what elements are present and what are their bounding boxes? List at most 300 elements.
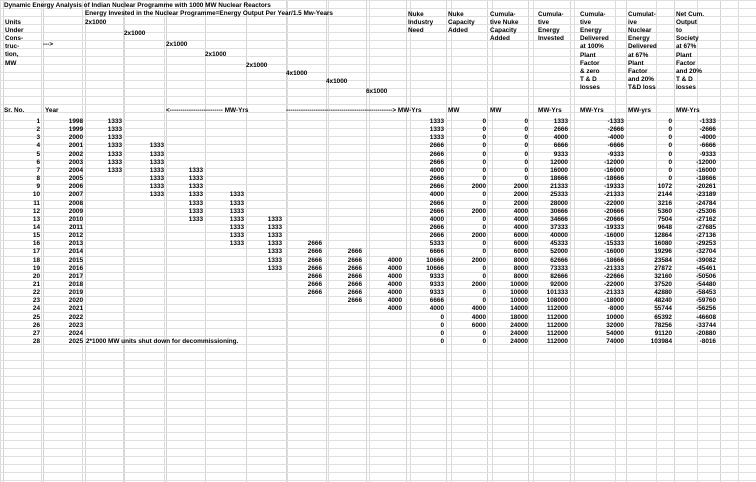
nuke-capacity-added-cell: 0 <box>482 166 486 174</box>
sr-no-cell: 23 <box>32 297 40 305</box>
cumulative-energy-delivered-100-header: Cumula- <box>580 11 606 18</box>
units-under-construction-label: Cons- <box>5 35 24 43</box>
construction-energy-cell: 1333 <box>229 232 244 240</box>
row-gridline <box>0 416 756 417</box>
cumulative-energy-invested-cell: 62666 <box>550 256 568 264</box>
construction-batch-label: 2x1000 <box>246 62 268 69</box>
net-output-cell: -4000 <box>699 134 716 142</box>
construction-energy-cell: 2666 <box>307 248 322 256</box>
cumulative-capacity-cell: 10000 <box>510 289 528 297</box>
sr-no-cell: 22 <box>32 289 40 297</box>
construction-energy-cell: 1333 <box>267 248 282 256</box>
nuke-industry-need-cell: 4000 <box>429 166 444 174</box>
construction-energy-cell: 1333 <box>229 207 244 215</box>
construction-energy-cell: 1333 <box>229 191 244 199</box>
nuke-capacity-added-cell: 0 <box>482 338 486 346</box>
delivered-67-cell: 19296 <box>654 248 672 256</box>
row-gridline <box>0 0 756 1</box>
construction-energy-cell: 1333 <box>267 232 282 240</box>
delivered-67-cell: 23584 <box>654 256 672 264</box>
delivered-100-cell: 32000 <box>606 321 624 329</box>
delivered-100-cell: -21333 <box>604 264 624 272</box>
delivered-67-cell: 0 <box>668 134 672 142</box>
nuke-industry-need-cell: 2666 <box>429 150 444 158</box>
sr-no-cell: 6 <box>36 158 40 166</box>
nuke-industry-need-cell: 10666 <box>426 264 444 272</box>
construction-energy-cell: 2666 <box>347 272 362 280</box>
nuke-capacity-added-cell: 4000 <box>471 313 486 321</box>
construction-energy-cell: 1333 <box>149 150 164 158</box>
construction-energy-cell: 1333 <box>229 223 244 231</box>
cumulative-capacity-cell: 0 <box>524 118 528 125</box>
row-gridline <box>0 96 756 97</box>
construction-energy-cell: 2666 <box>307 289 322 297</box>
row-gridline <box>0 440 756 441</box>
construction-energy-cell: 2666 <box>347 256 362 264</box>
nuke-capacity-added-cell: 0 <box>482 150 486 158</box>
cumulative-capacity-cell: 4000 <box>513 207 528 215</box>
net-output-cell: -6666 <box>699 142 716 150</box>
cumulative-energy-invested-cell: 34666 <box>550 215 568 223</box>
year-cell: 2015 <box>68 256 83 264</box>
construction-energy-cell: 1333 <box>149 166 164 174</box>
construction-energy-cell: 1333 <box>149 183 164 191</box>
nuke-capacity-added-header: Capacity <box>448 19 475 27</box>
delivered-100-cell: 10000 <box>606 313 624 321</box>
construction-energy-cell: 1333 <box>107 166 122 174</box>
year-cell: 2017 <box>68 272 83 280</box>
year-cell: 2000 <box>68 134 83 142</box>
cumulative-capacity-cell: 0 <box>524 166 528 174</box>
net-cumulative-output-header: Output <box>676 19 697 27</box>
nuke-capacity-added-cell: 0 <box>482 158 486 166</box>
cumulative-capacity-cell: 0 <box>524 150 528 158</box>
delivered-100-cell: -18666 <box>604 175 624 183</box>
year-cell: 2021 <box>68 305 83 313</box>
delivered-100-cell: -15333 <box>604 240 624 248</box>
delivered-67-cell: 48240 <box>654 297 672 305</box>
net-cumulative-output-header: Factor <box>676 59 696 67</box>
row-gridline <box>0 360 756 361</box>
year-cell: 2011 <box>69 223 83 231</box>
cumulative-energy-invested-cell: 112000 <box>547 321 568 329</box>
delivered-67-cell: 1072 <box>657 183 672 191</box>
delivered-100-cell: -8000 <box>607 305 624 313</box>
nuke-capacity-added-cell: 0 <box>482 191 486 199</box>
nuke-capacity-added-cell: 0 <box>482 223 486 231</box>
construction-energy-cell: 4000 <box>387 281 402 288</box>
nuke-capacity-added-cell: 0 <box>482 215 486 223</box>
cumulative-capacity-cell: 4000 <box>513 223 528 231</box>
construction-energy-cell: 1333 <box>267 240 282 248</box>
year-cell: 2022 <box>68 313 83 321</box>
cumulative-capacity-cell: 2000 <box>513 191 528 199</box>
delivered-100-cell: -19333 <box>604 223 624 231</box>
sr-no-cell: 2 <box>36 126 40 134</box>
cumulative-energy-delivered-67-header: Factor <box>628 67 648 75</box>
cumulative-energy-delivered-100-header: at 100% <box>580 43 604 51</box>
nuke-industry-need-header: Industry <box>408 19 434 27</box>
construction-energy-cell: 1333 <box>149 175 164 183</box>
row-gridline <box>0 472 756 473</box>
construction-energy-cell: 2666 <box>307 240 322 248</box>
cumulative-nuke-capacity-header: Capacity <box>490 27 517 35</box>
row-gridline <box>0 448 756 449</box>
year-cell: 2023 <box>68 321 83 329</box>
nuke-capacity-added-cell: 0 <box>482 248 486 256</box>
cumulative-energy-invested-cell: 28000 <box>550 199 568 207</box>
nuke-capacity-added-cell: 0 <box>482 297 486 305</box>
sr-no-cell: 27 <box>32 329 40 337</box>
year-cell: 2020 <box>68 297 83 305</box>
nuke-capacity-added-cell: 2000 <box>471 232 486 240</box>
row-gridline <box>0 384 756 385</box>
delivered-100-cell: -1333 <box>607 118 624 125</box>
row-gridline <box>0 352 756 353</box>
construction-batch-label: 4x1000 <box>286 70 308 77</box>
nuke-capacity-added-cell: 0 <box>482 289 486 297</box>
net-output-cell: -59760 <box>696 297 716 305</box>
cumulative-energy-delivered-100-header: Delivered <box>580 35 609 43</box>
construction-energy-cell: 1333 <box>188 207 203 215</box>
delivered-67-cell: 0 <box>668 158 672 166</box>
net-output-cell: -50506 <box>696 272 716 280</box>
construction-energy-cell: 4000 <box>387 289 402 297</box>
delivered-100-cell: -18666 <box>604 256 624 264</box>
row-gridline <box>0 392 756 393</box>
nuke-capacity-added-cell: 0 <box>482 199 486 207</box>
net-output-cell: -39082 <box>696 256 716 264</box>
cumulative-energy-invested-cell: 73333 <box>550 264 568 272</box>
nuke-capacity-added-cell: 0 <box>482 240 486 248</box>
nuke-capacity-added-cell: 0 <box>482 134 486 142</box>
year-cell: 2014 <box>68 248 83 256</box>
sr-no-cell: 25 <box>32 313 40 321</box>
year-cell: 2013 <box>68 240 83 248</box>
net-output-cell: -29253 <box>696 240 716 248</box>
construction-energy-cell: 1333 <box>149 158 164 166</box>
net-output-cell: -27162 <box>696 215 716 223</box>
nuke-industry-need-cell: 10666 <box>426 256 444 264</box>
delivered-100-cell: -9333 <box>607 150 624 158</box>
nuke-industry-need-cell: 4000 <box>429 305 444 313</box>
nuke-industry-need-cell: 2666 <box>429 175 444 183</box>
nuke-industry-need-cell: 9333 <box>429 281 444 288</box>
delivered-67-cell: 3216 <box>657 199 672 207</box>
cumulative-capacity-cell: 14000 <box>510 305 528 313</box>
delivered-100-cell: 54000 <box>606 329 624 337</box>
construction-energy-cell: 4000 <box>387 256 402 264</box>
net-output-cell: -8016 <box>699 338 716 346</box>
nuke-industry-need-cell: 2666 <box>429 207 444 215</box>
mw-yrs-unit-label: MW-Yrs <box>538 107 562 114</box>
row-gridline <box>0 432 756 433</box>
units-under-construction-label: Under <box>5 27 24 35</box>
construction-energy-cell: 1333 <box>188 175 203 183</box>
construction-batch-label: 4x1000 <box>326 78 348 85</box>
nuke-capacity-added-cell: 2000 <box>471 183 486 191</box>
cumulative-energy-invested-cell: 16000 <box>550 166 568 174</box>
sr-no-cell: 10 <box>32 191 40 199</box>
net-cumulative-output-header: to <box>676 27 683 35</box>
sr-no-cell: 17 <box>32 248 40 256</box>
construction-energy-cell: 1333 <box>107 134 122 142</box>
cumulative-energy-delivered-100-header: losses <box>580 83 600 91</box>
delivered-100-cell: -16000 <box>604 248 624 256</box>
construction-batch-label: 2x1000 <box>124 30 146 37</box>
construction-energy-cell: 1333 <box>229 215 244 223</box>
delivered-67-cell: 42880 <box>654 289 672 297</box>
row-gridline <box>0 24 756 25</box>
year-cell: 1998 <box>68 118 83 125</box>
nuke-capacity-added-cell: 2000 <box>471 281 486 288</box>
delivered-100-cell: -12000 <box>604 158 624 166</box>
nuke-industry-need-cell: 4000 <box>429 215 444 223</box>
delivered-100-cell: -22666 <box>604 272 624 280</box>
delivered-67-cell: 0 <box>668 166 672 174</box>
year-cell: 2025 <box>68 338 83 346</box>
row-gridline <box>0 376 756 377</box>
cumulative-energy-delivered-100-header: & zero <box>580 67 600 75</box>
net-cumulative-output-header: at 67% <box>676 43 697 51</box>
net-output-cell: -24784 <box>696 199 716 207</box>
cumulative-energy-delivered-100-header: Plant <box>580 51 596 59</box>
cumulative-capacity-cell: 0 <box>524 126 528 134</box>
delivered-67-cell: 2144 <box>657 191 672 199</box>
construction-energy-cell: 1333 <box>107 150 122 158</box>
year-cell: 2012 <box>68 232 83 240</box>
net-output-cell: -56256 <box>696 305 716 313</box>
delivered-67-cell: 91120 <box>654 329 672 337</box>
year-cell: 2007 <box>68 191 83 199</box>
construction-energy-cell: 1333 <box>107 118 122 125</box>
cumulative-energy-invested-cell: 37333 <box>550 223 568 231</box>
delivered-67-cell: 65392 <box>654 313 672 321</box>
net-cumulative-output-header: losses <box>676 83 696 91</box>
cumulative-capacity-cell: 2000 <box>513 199 528 207</box>
cumulative-energy-invested-cell: 12000 <box>550 158 568 166</box>
sr-no-cell: 8 <box>36 175 40 183</box>
sr-no-cell: 21 <box>32 281 40 288</box>
sr-no-cell: 5 <box>36 150 40 158</box>
delivered-100-cell: -6666 <box>607 142 624 150</box>
year-cell: 1999 <box>68 126 83 134</box>
construction-energy-cell: 1333 <box>188 191 203 199</box>
delivered-100-cell: -16000 <box>604 232 624 240</box>
row-gridline <box>0 408 756 409</box>
net-output-cell: -20261 <box>696 183 716 191</box>
net-output-cell: -1333 <box>699 118 716 125</box>
net-cumulative-output-header: Net Cum. <box>676 11 705 18</box>
construction-energy-cell: 4000 <box>387 297 402 305</box>
nuke-industry-need-cell: 9333 <box>429 289 444 297</box>
construction-energy-cell: 4000 <box>387 272 402 280</box>
mw-yrs-unit-label: MW-Yrs <box>580 107 604 114</box>
delivered-67-cell: 32160 <box>654 272 672 280</box>
construction-batch-label: 2x1000 <box>85 19 107 26</box>
construction-energy-cell: 4000 <box>387 264 402 272</box>
cumulative-capacity-cell: 10000 <box>510 297 528 305</box>
nuke-industry-need-cell: 0 <box>440 313 444 321</box>
mw-yrs-span-label: --------------------------------------------------> MW-Yrs <box>286 107 422 114</box>
cumulative-capacity-cell: 0 <box>524 142 528 150</box>
cumulative-energy-invested-cell: 9333 <box>553 150 568 158</box>
delivered-100-cell: -4000 <box>607 134 624 142</box>
row-gridline <box>0 104 756 105</box>
nuke-capacity-added-cell: 0 <box>482 329 486 337</box>
cumulative-capacity-cell: 8000 <box>513 272 528 280</box>
net-output-cell: -16000 <box>696 166 716 174</box>
cumulative-capacity-cell: 24000 <box>510 338 528 346</box>
construction-energy-cell: 1333 <box>229 199 244 207</box>
cumulative-energy-invested-cell: 112000 <box>547 329 568 337</box>
cumulative-capacity-cell: 6000 <box>513 240 528 248</box>
units-under-construction-label: Units <box>5 19 21 26</box>
delivered-100-cell: -22000 <box>604 199 624 207</box>
construction-batch-label: 2x1000 <box>166 41 188 48</box>
net-output-cell: -27685 <box>696 223 716 231</box>
net-output-cell: -12000 <box>696 158 716 166</box>
delivered-67-cell: 55744 <box>654 305 672 313</box>
construction-energy-cell: 4000 <box>387 305 402 313</box>
nuke-industry-need-cell: 2666 <box>429 158 444 166</box>
cumulative-capacity-cell: 2000 <box>513 183 528 191</box>
nuke-industry-need-cell: 0 <box>440 338 444 346</box>
sr-no-cell: 15 <box>32 232 40 240</box>
construction-energy-cell: 1333 <box>107 158 122 166</box>
net-output-cell: -46608 <box>696 313 716 321</box>
cumulative-energy-invested-cell: 112000 <box>547 305 568 313</box>
row-gridline <box>0 456 756 457</box>
nuke-industry-need-cell: 0 <box>440 329 444 337</box>
nuke-industry-need-cell: 6666 <box>429 248 444 256</box>
mw-unit-label: MW <box>490 107 502 114</box>
cumulative-capacity-cell: 0 <box>524 175 528 183</box>
sr-no-cell: 4 <box>36 142 40 150</box>
construction-energy-cell: 2666 <box>347 248 362 256</box>
nuke-industry-need-cell: 2666 <box>429 183 444 191</box>
cumulative-capacity-cell: 4000 <box>513 215 528 223</box>
sr-no-cell: 3 <box>36 134 40 142</box>
delivered-100-cell: -20666 <box>604 207 624 215</box>
delivered-100-cell: -20666 <box>604 215 624 223</box>
nuke-industry-need-cell: 1333 <box>429 134 444 142</box>
cumulative-capacity-cell: 0 <box>524 158 528 166</box>
delivered-67-cell: 78256 <box>654 321 672 329</box>
construction-energy-cell: 2666 <box>307 256 322 264</box>
row-gridline <box>0 424 756 425</box>
construction-energy-cell: 2666 <box>347 289 362 297</box>
sr-no-cell: 14 <box>32 223 40 231</box>
construction-batch-label: 2x1000 <box>205 51 227 58</box>
construction-energy-cell: 1333 <box>149 142 164 150</box>
construction-energy-cell: 1333 <box>188 183 203 191</box>
cumulative-nuke-capacity-header: Cumula- <box>490 11 516 18</box>
cumulative-energy-invested-cell: 2666 <box>553 126 568 134</box>
cumulative-capacity-cell: 24000 <box>510 321 528 329</box>
cumulative-energy-delivered-67-header: at 67% <box>628 51 649 59</box>
cumulative-energy-delivered-67-header: and 20% <box>628 75 654 83</box>
cumulative-energy-delivered-67-header: T&D loss <box>628 83 656 91</box>
nuke-industry-need-cell: 2666 <box>429 223 444 231</box>
net-output-cell: -9333 <box>699 150 716 158</box>
nuke-industry-need-header: Need <box>408 27 424 35</box>
cumulative-energy-invested-header: Invested <box>538 35 564 43</box>
delivered-100-cell: -16000 <box>604 166 624 174</box>
sr-no-cell: 1 <box>36 118 40 125</box>
net-output-cell: -25306 <box>696 207 716 215</box>
cumulative-energy-invested-cell: 52000 <box>550 248 568 256</box>
cumulative-capacity-cell: 10000 <box>510 281 528 288</box>
delivered-100-cell: -21333 <box>604 289 624 297</box>
year-cell: 2004 <box>68 166 83 174</box>
construction-energy-cell: 1333 <box>188 166 203 174</box>
nuke-industry-need-cell: 6666 <box>429 297 444 305</box>
sr-no-cell: 13 <box>32 215 40 223</box>
construction-energy-cell: 1333 <box>229 240 244 248</box>
construction-energy-cell: 1333 <box>267 256 282 264</box>
construction-energy-cell: 1333 <box>188 199 203 207</box>
cumulative-energy-invested-header: tive <box>538 19 550 27</box>
nuke-capacity-added-cell: 0 <box>482 142 486 150</box>
cumulative-energy-invested-cell: 21333 <box>550 183 568 191</box>
delivered-67-cell: 5360 <box>657 207 672 215</box>
net-output-cell: -18666 <box>696 175 716 183</box>
construction-energy-cell: 2666 <box>347 264 362 272</box>
nuke-capacity-added-header: Added <box>448 27 468 35</box>
sr-no-cell: 18 <box>32 256 40 264</box>
nuke-industry-need-cell: 5333 <box>429 240 444 248</box>
cumulative-energy-invested-cell: 40000 <box>550 232 568 240</box>
year-cell: 2016 <box>68 264 83 272</box>
mw-yrs-span-label: <------------------------- MW-Yrs <box>166 107 249 114</box>
construction-batch-label: 6x1000 <box>366 88 388 95</box>
year-cell: 2006 <box>68 183 83 191</box>
nuke-capacity-added-cell: 0 <box>482 118 486 125</box>
construction-energy-cell: 1333 <box>267 223 282 231</box>
units-under-construction-label: tion, <box>5 51 19 59</box>
nuke-industry-need-header: Nuke <box>408 11 424 18</box>
delivered-67-cell: 16080 <box>654 240 672 248</box>
nuke-capacity-added-cell: 0 <box>482 175 486 183</box>
year-cell: 2019 <box>68 289 83 297</box>
nuke-industry-need-cell: 0 <box>440 321 444 329</box>
sr-no-cell: 9 <box>36 183 40 191</box>
cumulative-energy-invested-cell: 112000 <box>547 338 568 346</box>
construction-energy-cell: 1333 <box>149 191 164 199</box>
cumulative-energy-delivered-67-header: Energy <box>628 35 650 43</box>
cumulative-energy-invested-cell: 92000 <box>550 281 568 288</box>
year-cell: 2001 <box>68 142 83 150</box>
year-cell: 2003 <box>68 158 83 166</box>
nuke-industry-need-cell: 2666 <box>429 142 444 150</box>
cumulative-energy-invested-cell: 108000 <box>546 297 568 305</box>
nuke-capacity-added-header: Nuke <box>448 11 464 18</box>
net-output-cell: -58453 <box>696 289 716 297</box>
year-cell: 2008 <box>68 199 83 207</box>
delivered-67-cell: 0 <box>668 118 672 125</box>
net-cumulative-output-header: Plant <box>676 51 692 59</box>
delivered-67-cell: 12864 <box>654 232 672 240</box>
cumulative-energy-delivered-67-header: Cumulat- <box>628 11 656 18</box>
delivered-100-cell: -18000 <box>604 297 624 305</box>
net-cumulative-output-header: Society <box>676 35 699 43</box>
delivered-100-cell: -22000 <box>604 281 624 288</box>
nuke-capacity-added-cell: 2000 <box>471 207 486 215</box>
construction-energy-cell: 2666 <box>347 281 362 288</box>
cumulative-energy-delivered-67-header: Delivered <box>628 43 657 51</box>
net-output-cell: -20880 <box>696 329 716 337</box>
